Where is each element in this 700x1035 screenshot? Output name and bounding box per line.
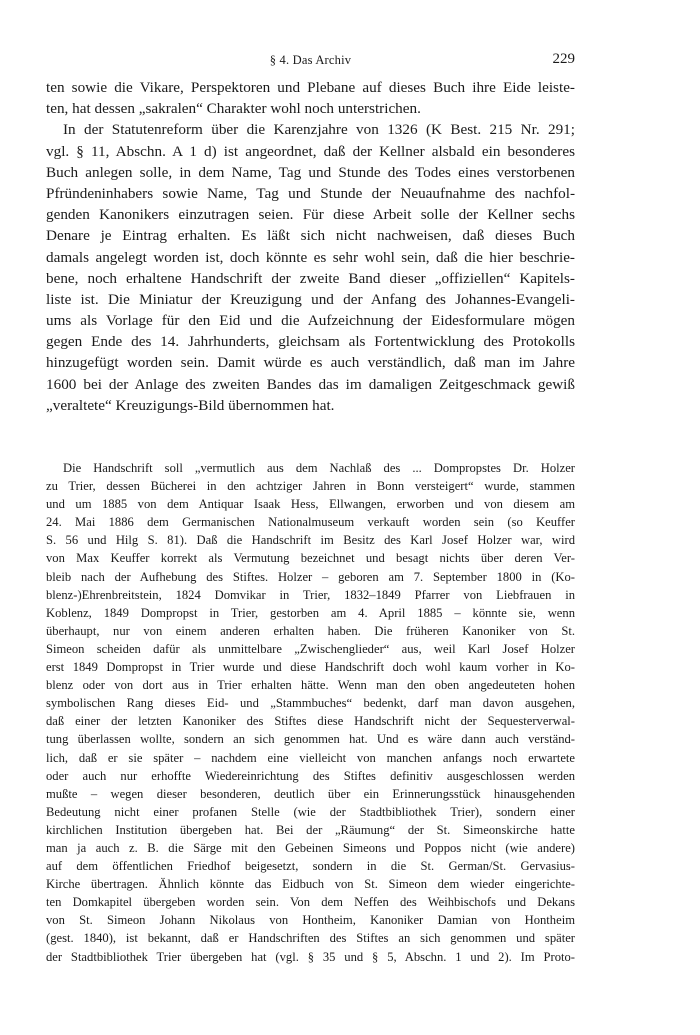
main-text-block [46,77,575,416]
main-text-line: Pfründeninhabers sowie Name, Tag und Stunde der Neuaufnahme des nachfol- [46,184,575,202]
note-text-line: der Stadtbibliothek Trier übergeben hat (vgl. § 35 und § 5, Abschn. 1 und 2). Im Proto- [46,949,575,964]
note-text-line: ten Domkapitel übergeben worden sein. Von dem Neffen des Weihbischofs und Dekans [46,895,575,910]
note-text-line: Koblenz, 1849 Dompropst in Trier, gestorben am 4. April 1885 – könnte sie, wenn [46,605,575,620]
note-text-block [46,459,575,966]
note-text-line: erst 1849 Dompropst in Trier wurde und diese Handschrift doch wohl kaum vorher in Ko- [46,660,575,675]
main-text-line: bene, noch erhaltene Handschrift der zweite Band dieser „offiziellen“ Kapitels- [46,269,575,287]
note-text-line: Kirche übertragen. Ähnlich könnte das Eidbuch von St. Simeon dem wieder eingerichte- [46,877,575,892]
main-text-line: genden Kanonikers einzutragen seien. Für diese Arbeit solle der Kellner sechs [46,206,575,224]
note-text-line: Die Handschrift soll „vermutlich aus dem Nachlaß des ... Dompropstes Dr. Holzer [63,461,575,475]
running-head [46,51,575,71]
note-text-line: überhaupt, nur von einem anderen erhalten haben. Die früheren Kanoniker von St. [46,623,575,638]
main-text-line: In der Statutenreform über die Karenzjahre von 1326 (K Best. 215 Nr. 291; [63,121,575,139]
note-text-line: und um 1885 von dem Antiquar Isaak Hess, Ellwangen, erworben und von diesem am [46,497,575,512]
page-number: 229 [552,51,575,67]
main-text-line: hinzugefügt worden sein. Damit würde es auch verständlich, daß man im Jahre [46,354,575,372]
main-text-line: 1600 bei der Anlage des zweiten Bandes das im damaligen Zeitgeschmack gewiß [46,375,575,393]
note-text-line: S. 56 und Hilg S. 81). Daß die Handschrift im Besitz des Karl Josef Holzer war, wird [46,533,575,548]
note-text-line: tung überlassen wollte, sondern an sich genommen hat. Und es wäre dann auch verständ- [46,732,575,747]
running-title: § 4. Das Archiv [269,53,352,67]
main-text-line: vgl. § 11, Abschn. A 1 d) ist angeordnet, daß der Kellner alsbald ein besonderes [46,142,575,160]
note-text-line: oder auch nur erhoffte Wiedereinrichtung des Stiftes definitiv ausgeschlossen werden [46,768,575,783]
note-text-line: daß einer der letzten Kanoniker des Stiftes diese Handschrift nicht der Sequesterverwal- [46,714,575,729]
main-text-line: Buch anlegen solle, in dem Name, Tag und Stunde des Todes eines verstorbenen [46,163,575,181]
main-text-line: ten, hat dessen „sakralen“ Charakter wohl noch unterstrichen. [46,100,421,118]
note-text-line: Bedeutung nicht einer profanen Stelle (wie der Stadtbibliothek Trier), sondern einer [46,804,575,819]
main-text-line: ums als Vorlage für den Eid und die Aufzeichnung der Eidesformulare mögen [46,312,575,330]
note-text-line: bleib nach der Aufhebung des Stiftes. Holzer – geboren am 7. September 1800 in (Ko- [46,569,575,584]
main-text-line: ten sowie die Vikare, Perspektoren und Plebane auf dieses Buch ihre Eide leiste- [46,79,575,96]
note-text-line: Simeon scheiden dafür als unmittelbare „Zwischenglieder“ aus, weil Karl Josef Holzer [46,641,575,656]
note-text-line: lich, daß er sie später – nachdem eine vielleicht von manchen anfangs noch erwartete [46,750,575,765]
main-text-line: damals angelegt worden ist, doch könnte es sehr wohl sein, daß die hier beschrie- [46,248,575,266]
main-text-line: Denare je Eintrag erhalten. Es läßt sich nicht nachweisen, daß dieses Buch [46,227,575,245]
note-text-line: symbolischen Rang dieses Eid- und „Stammbuches“ bedenkt, darf man davon ausgehen, [46,696,575,711]
note-text-line: 24. Mai 1886 dem Germanischen Nationalmuseum verkauft worden sein (so Keuffer [46,515,575,530]
note-text-line: von Max Keuffer korrekt als Vermutung bezeichnet und besagt nichts über deren Ver- [46,551,575,566]
note-text-line: (gest. 1840), ist bekannt, daß er Handschriften des Stiftes an sich genommen und später [46,931,575,946]
note-text-line: man ja auch z. B. die Särge mit den Gebeinen Simeons und Poppos nicht (wie andere) [46,840,575,855]
note-text-line: mußte – wegen dieser besonderen, deutlich über ein Erinnerungsstück hinausgehenden [46,786,575,801]
main-text-line: gegen Ende des 14. Jahrhunderts, gleichsam als Fortentwicklung des Protokolls [46,333,575,351]
note-text-line: von St. Simeon Johann Nikolaus von Hontheim, Kanoniker Damian von Hontheim [46,913,575,928]
note-text-line: blenz-)Ehrenbreitstein, 1824 Domvikar in Trier, 1832–1849 Pfarrer von Liebfrauen in [46,587,575,602]
note-text-line: zu Trier, dessen Bücherei in den achtziger Jahren in Bonn versteigert“ wurde, stammen [46,479,575,494]
note-text-line: kirchlichen Institution übergeben hat. Bei der „Räumung“ der St. Simeonskirche hatte [46,822,575,837]
note-text-line: auf dem öffentlichen Friedhof beigesetzt, sondern in die St. German/St. Gervasius- [46,859,575,874]
main-text-line: „veraltete“ Kreuzigungs-Bild übernommen hat. [46,396,335,414]
main-text-line: liste ist. Die Miniatur der Kreuzigung und der Anfang des Johannes-Evangeli- [46,290,575,308]
note-text-line: blenz oder von dort aus in Trier erhalten hätte. Wenn man den oben angedeuteten hohen [46,678,575,693]
